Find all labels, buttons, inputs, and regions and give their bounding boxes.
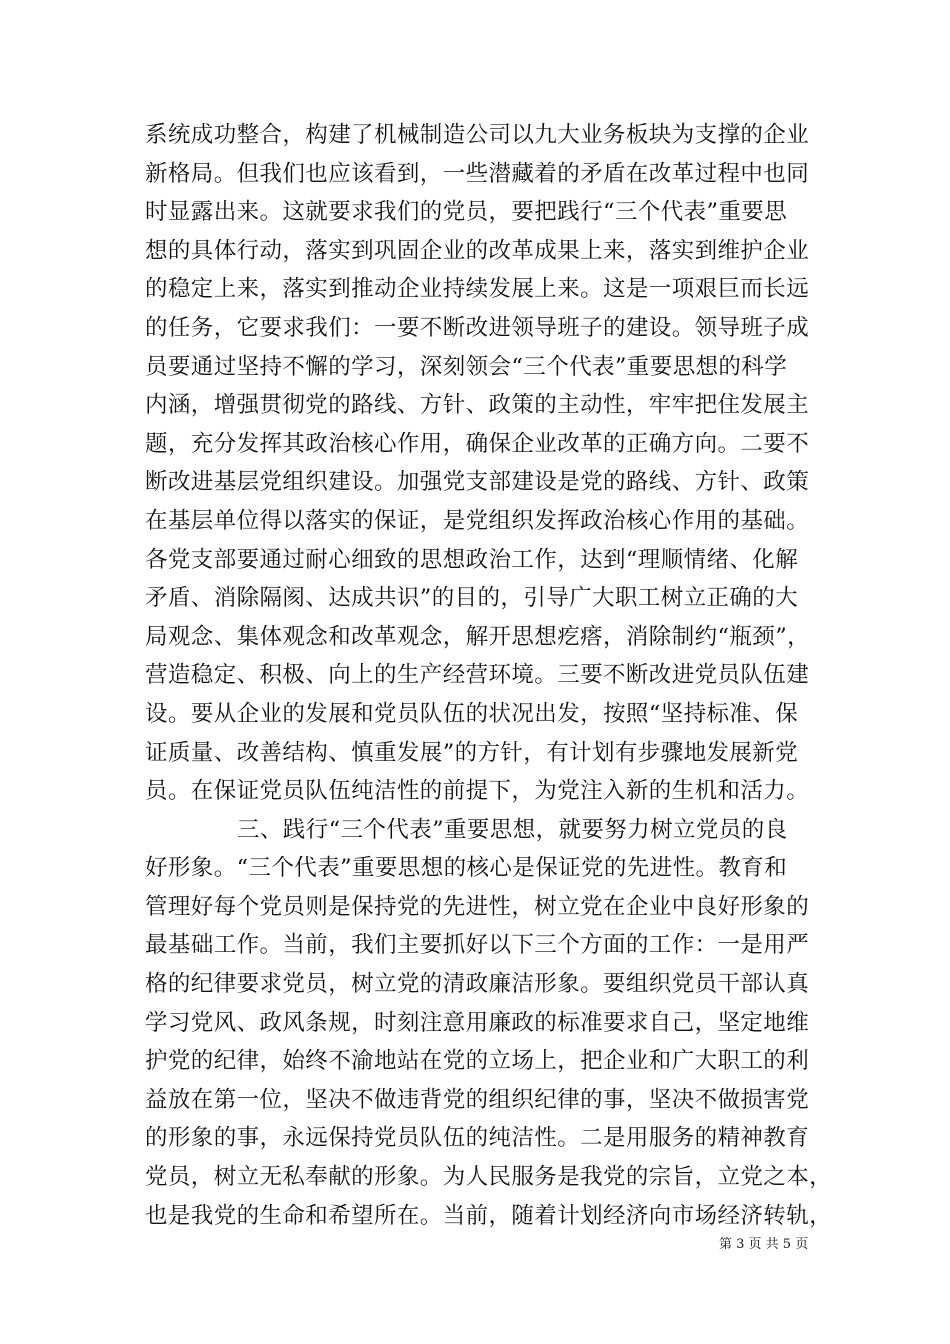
text-line: 局观念、集体观念和改革观念，解开思想疙瘩，消除制约“瓶颈”， xyxy=(145,623,811,650)
text-line: 管理好每个党员则是保持党的先进性，树立党在企业中良好形象的 xyxy=(145,893,810,920)
text-line: 营造稳定、积极、向上的生产经营环境。三要不断改进党员队伍建 xyxy=(145,662,810,689)
text-line: 护党的纪律，始终不渝地站在党的立场上，把企业和广大职工的利 xyxy=(145,1048,810,1075)
text-line: 断改进基层党组织建设。加强党支部建设是党的路线、方针、政策 xyxy=(145,469,810,496)
text-line: 员要通过坚持不懈的学习，深刻领会“三个代表”重要思想的科学 xyxy=(145,353,788,380)
text-line: 员。在保证党员队伍纯洁性的前提下，为党注入新的生机和活力。 xyxy=(145,778,810,805)
text-line: 格的纪律要求党员，树立党的清政廉洁形象。要组织党员干部认真 xyxy=(145,971,810,998)
text-line: 新格局。但我们也应该看到，一些潜藏着的矛盾在改革过程中也同 xyxy=(145,160,810,187)
text-line: 的稳定上来，落实到推动企业持续发展上来。这是一项艰巨而长远 xyxy=(145,276,810,303)
text-line: 好形象。“三个代表”重要思想的核心是保证党的先进性。教育和 xyxy=(145,855,788,882)
text-line: 各党支部要通过耐心细致的思想政治工作，达到“理顺情绪、化解 xyxy=(145,546,799,573)
text-line: 证质量、改善结构、慎重发展”的方针，有计划有步骤地发展新党 xyxy=(145,739,799,766)
text-line: 时显露出来。这就要求我们的党员，要把践行“三个代表”重要思 xyxy=(145,199,788,226)
text-line: 也是我党的生命和希望所在。当前，随着计划经济向市场经济转轨， xyxy=(145,1202,833,1229)
text-line: 内涵，增强贯彻党的路线、方针、政策的主动性，牢牢把住发展主 xyxy=(145,392,810,419)
text-line: 系统成功整合，构建了机械制造公司以九大业务板块为支撑的企业 xyxy=(145,122,810,148)
text-line: 学习党风、政风条规，时刻注意用廉政的标准要求自己，坚定地维 xyxy=(145,1009,810,1036)
text-line: 想的具体行动，落实到巩固企业的改革成果上来，落实到维护企业 xyxy=(145,237,810,264)
text-line: 矛盾、消除隔阂、达成共识”的目的，引导广大职工树立正确的大 xyxy=(145,585,799,612)
text-line: 的形象的事，永远保持党员队伍的纯洁性。二是用服务的精神教育 xyxy=(145,1125,810,1152)
page-number-footer: 第 3 页 共 5 页 xyxy=(719,1237,809,1252)
text-line: 设。要从企业的发展和党员队伍的状况出发，按照“坚持标准、保 xyxy=(145,700,799,727)
document-body xyxy=(145,116,833,1235)
text-line: 题，充分发挥其政治核心作用，确保企业改革的正确方向。二要不 xyxy=(145,430,810,457)
section-heading-line: 三、践行“三个代表”重要思想，就要努力树立党员的良 xyxy=(237,816,788,843)
text-line: 党员，树立无私奉献的形象。为人民服务是我党的宗旨，立党之本， xyxy=(145,1164,833,1191)
text-line: 的任务，它要求我们：一要不断改进领导班子的建设。领导班子成 xyxy=(145,314,810,341)
text-line: 最基础工作。当前，我们主要抓好以下三个方面的工作：一是用严 xyxy=(145,932,810,959)
text-line: 在基层单位得以落实的保证，是党组织发挥政治核心作用的基础。 xyxy=(145,507,810,534)
text-line: 益放在第一位，坚决不做违背党的组织纪律的事，坚决不做损害党 xyxy=(145,1086,810,1113)
